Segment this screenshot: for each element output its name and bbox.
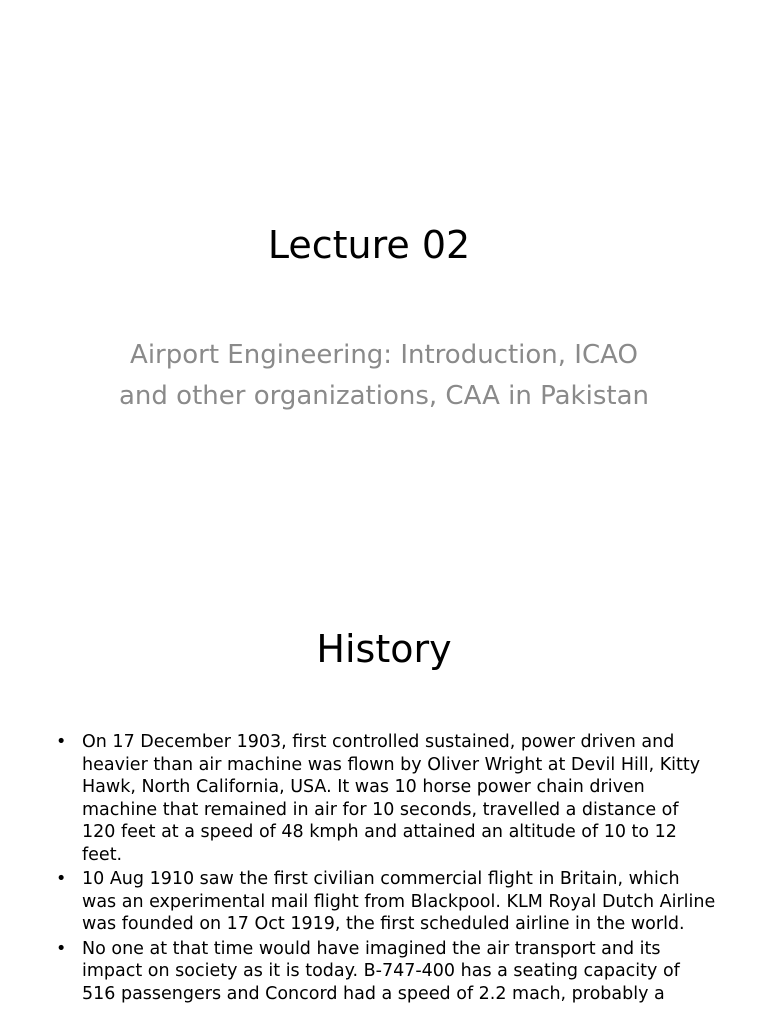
bullet-icon: •: [56, 869, 67, 889]
lecture-title: Lecture 02: [267, 223, 471, 267]
bullet-text: No one at that time would have imagined the air transport and its impact on society as it is today. B-747-400 has a seating capacity of 516 passengers and Concord had a speed of 2.2 mach, probably a: [82, 938, 680, 1004]
bullet-item: [56, 868, 716, 936]
history-bullet-list: [56, 731, 716, 1007]
bullet-icon: •: [56, 732, 67, 752]
history-title: History: [316, 627, 452, 671]
slide-history: [0, 576, 768, 1024]
bullet-item: [56, 731, 716, 866]
lecture-subtitle: Airport Engineering: Introduction, ICAO and other organizations, CAA in Pakistan: [118, 340, 649, 411]
bullet-item: [56, 938, 716, 1006]
bullet-icon: •: [56, 938, 67, 959]
bullet-text: 10 Aug 1910 saw the first civilian commercial flight in Britain, which was an experimental mail flight from Blackpool. KLM Royal Dutch Airline was founded on 17 Oct 1919, the first scheduled airline in the world.: [82, 869, 716, 934]
bullet-text: On 17 December 1903, first controlled sustained, power driven and heavier than air machine was flown by Oliver Wright at Devil Hill, Kitty Hawk, North California, USA. It was 10 horse power chain driven machine that remained in air for 10 seconds, travelled a distance of 120 feet at a speed of 48 kmph and attained an altitude of 10 to 12 feet.: [82, 732, 701, 865]
